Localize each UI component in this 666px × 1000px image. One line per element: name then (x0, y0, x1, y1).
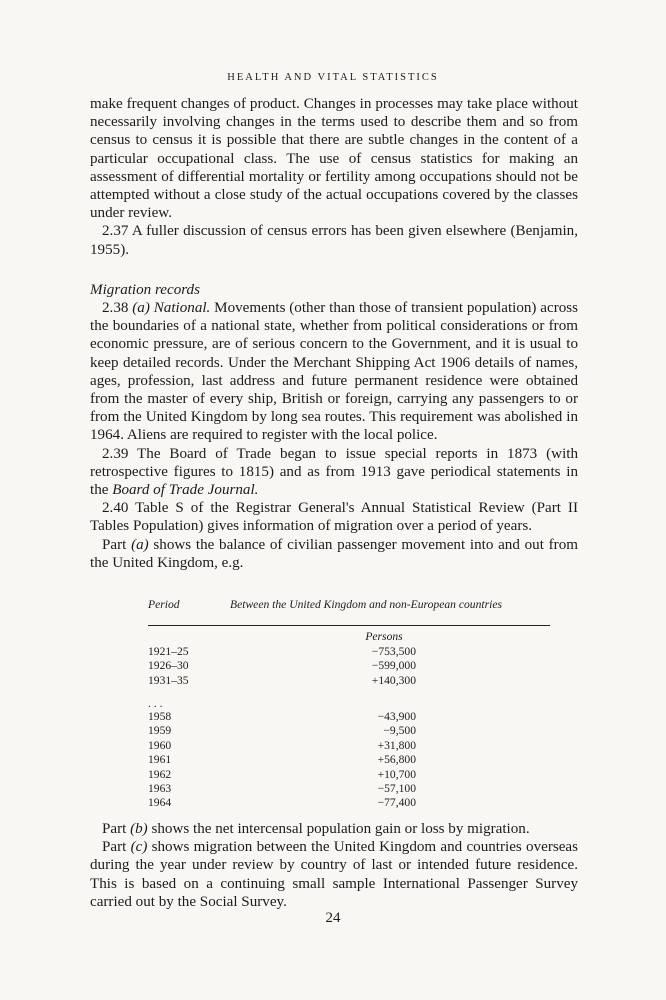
value-cell: −77,400 (377, 796, 416, 810)
paragraph-occupations: make frequent changes of product. Changes in processes may take place without necessarily involving changes in the terms used to describe them and so from census to census it is possible that there are subtle changes in the content of a particular occupational class. The use of census statistics for making an assessment of differential mortality or fertility among occupations should not be attempted without a close study of the actual occupations covered by the classes under review. (90, 96, 578, 222)
paragraph-part-a (90, 536, 578, 572)
table-row (148, 782, 550, 796)
paragraph-text: shows the net intercensal population gain or loss by migration. (151, 821, 530, 837)
paragraph-2-40: 2.40 Table S of the Registrar General's Annual Statistical Review (Part II Tables Population) gives information of migration over a period of years. (90, 500, 578, 535)
paragraph-part-b (90, 820, 578, 838)
journal-title: Board of Trade Journal. (112, 482, 259, 499)
table-row (148, 796, 550, 810)
paragraph-2-38 (90, 299, 578, 445)
table-group-2 (148, 710, 550, 811)
running-head: HEALTH AND VITAL STATISTICS (227, 72, 439, 83)
paragraph-2-37: 2.37 A fuller discussion of census errors has been given elsewhere (Benjamin, 1955). (90, 223, 578, 258)
value-cell: −599,000 (371, 659, 416, 673)
table-row (148, 710, 550, 724)
period-cell: 1963 (148, 782, 172, 796)
page-number: 24 (325, 910, 341, 926)
period-cell: 1961 (148, 753, 172, 767)
paragraph-text: 2.39 The Board of Trade began to issue special reports in 1873 (with retrospective figures to 1815) and as from 1913 gave periodical statements in the (90, 445, 578, 499)
section-heading: Migration records (90, 281, 200, 298)
value-cell: +31,800 (377, 738, 416, 752)
body-text-after-table (90, 820, 578, 911)
table-rule (148, 625, 550, 626)
period-cell: 1962 (148, 767, 172, 781)
value-cell: −43,900 (377, 710, 416, 724)
paragraph-number: 2.38 (102, 300, 129, 317)
table-row (148, 659, 550, 673)
table-group-1 (148, 645, 550, 688)
table-row (148, 739, 550, 753)
paragraph-text: shows the balance of civilian passenger movement into and out from the United Kingdom, e.g. (90, 536, 578, 571)
unit-label: Persons (365, 630, 403, 644)
part-label: (a) (131, 536, 149, 553)
part-label: (b) (130, 821, 148, 837)
part-label: (c) (130, 839, 148, 856)
period-cell: 1926–30 (148, 659, 189, 673)
migration-table (148, 598, 550, 811)
value-cell: −753,500 (371, 644, 416, 658)
table-row (148, 753, 550, 767)
value-cell: −57,100 (377, 782, 416, 796)
paragraph-part-c (90, 838, 578, 911)
table-row (148, 645, 550, 659)
table-row (148, 724, 550, 738)
period-cell: 1959 (148, 724, 172, 738)
paragraph-text: shows migration between the United Kingdom and countries overseas during the year under review by country of last or intended future residence. This is based on a continuing small sample International Passenger Survey carried out by the Social Survey. (90, 839, 579, 910)
part-word: Part (102, 839, 127, 856)
value-cell: +140,300 (371, 673, 416, 687)
part-word: Part (102, 821, 127, 837)
table-row (148, 768, 550, 782)
value-cell: +56,800 (377, 753, 416, 767)
column-header-between: Between the United Kingdom and non-European countries (230, 598, 502, 611)
period-cell: 1960 (148, 738, 172, 752)
paragraph-2-39 (90, 445, 578, 500)
clause-label: (a) (132, 300, 150, 317)
table-row (148, 674, 550, 688)
period-cell: 1964 (148, 796, 172, 810)
period-cell: 1958 (148, 710, 172, 724)
part-word: Part (102, 536, 127, 553)
table-ellipsis: . . . (148, 697, 163, 711)
paragraph-text: Movements (other than those of transient population) across the boundaries of a national state, whether from political considerations or from economic pressure, are of serious concern to the Government, and it is usual to keep detailed records. Under the Merchant Shipping Act 1906 details of names, ages, profession, last address and future permanent residence were obtained from the master of every ship, British or foreign, carrying any passengers to or from the United Kingdom by long sea routes. This requirement was abolished in 1964. Aliens are required to register with the local police. (90, 300, 579, 444)
value-cell: +10,700 (377, 767, 416, 781)
column-header-period: Period (148, 598, 180, 611)
body-text (90, 95, 578, 572)
table-header (148, 598, 550, 612)
clause-title: National. (153, 300, 211, 317)
value-cell: −9,500 (383, 724, 416, 738)
period-cell: 1921–25 (148, 644, 189, 658)
period-cell: 1931–35 (148, 673, 189, 687)
